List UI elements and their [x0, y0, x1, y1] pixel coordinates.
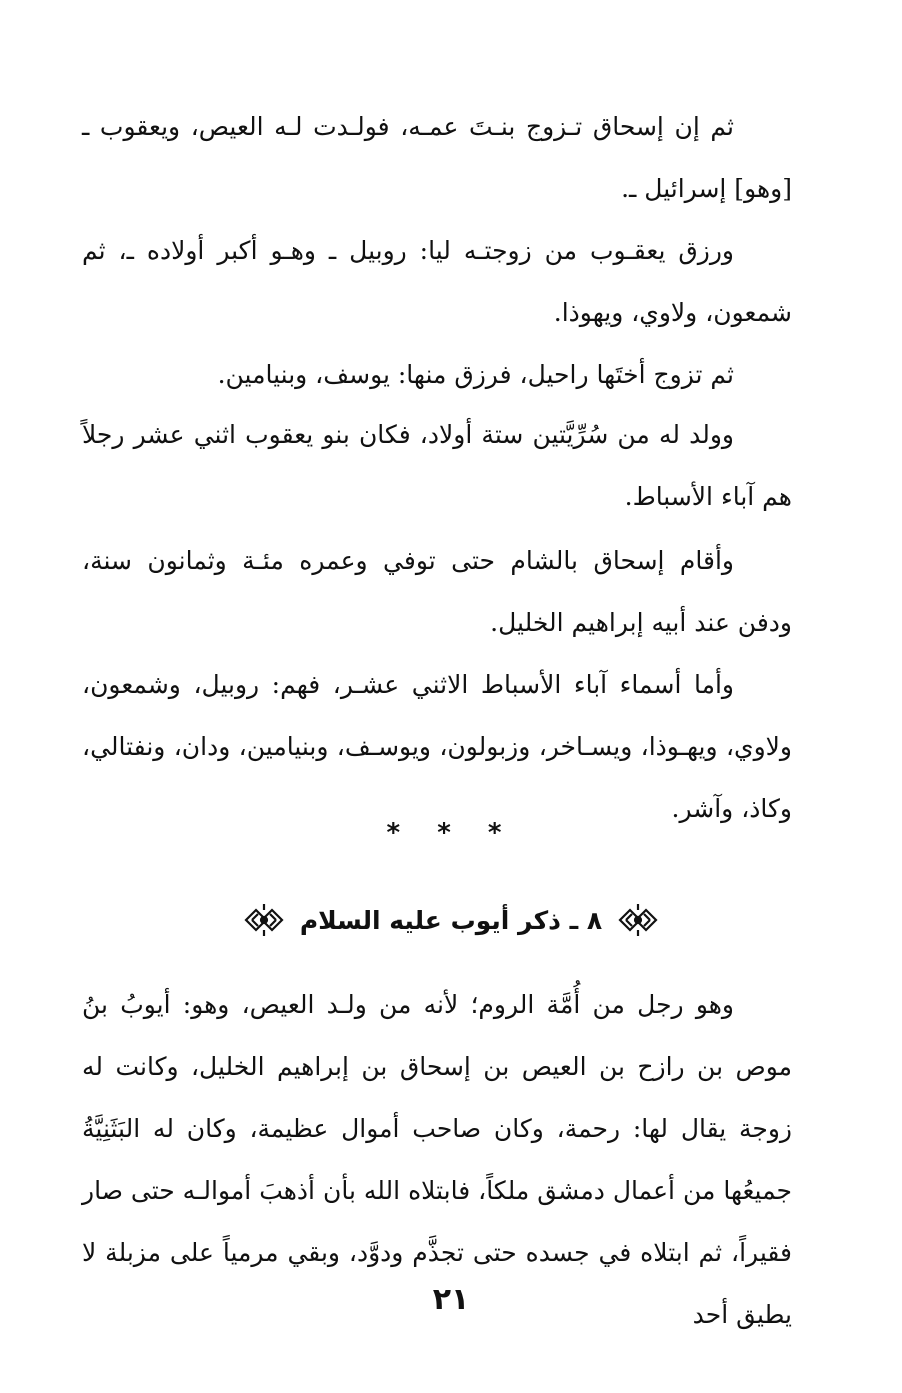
paragraph-tribes-names: وأما أسماء آباء الأسباط الاثني عشـر، فهم: روبيل، وشمعون، ولاوي، ويهـوذا، ويسـاخر، وزبولون، ويوسـف، وبنيامين، ودان، ونفتالي، وكاذ، وآشر. [82, 670, 792, 823]
paragraph-isaac-death: وأقام إسحاق بالشام حتى توفي وعمره مئـة وثمانون سنة، ودفن عند أبيه إبراهيم الخليل. [82, 546, 792, 637]
page-number: ٢١ [432, 1282, 470, 1317]
paragraph-twelve-sons: وولد له من سُرِّيَّتين ستة أولاد، فكان بنو يعقوب اثني عشر رجلاً هم آباء الأسباط. [82, 420, 792, 511]
section-separator: * * * [386, 818, 516, 848]
paragraph-job-intro: وهو رجل من أُمَّة الروم؛ لأنه من ولـد العيص، وهو: أيوبُ بنُ موص بن رازح بن العيص بن إسحاق بن إبراهيم الخليل، وكانت له زوجة يقال لها: رحمة، وكان صاحب أموال عظيمة، وكان له البَثَنِيَّةُ جميعُها من أعمال دمشق ملكاً، فابتلاه الله بأن أذهبَ أموالـه حتى صار فقيراً، ثم ابتلاه في جسده حتى تجذَّم ودوَّد، وبقي مرمياً على مزبلة لا يطيق أحد [82, 990, 792, 1329]
arabesque-ornament-icon [616, 900, 660, 940]
paragraph-rachel-marriage: ثم تزوج أختَها راحيل، فرزق منها: يوسف، وبنيامين. [217, 360, 734, 389]
paragraph-isaac-marriage: ثم إن إسحاق تـزوج بنـتَ عمـه، فولـدت لـه العيص، ويعقوب ـ [وهو] إسرائيل ـ. [82, 112, 792, 203]
section-heading-row [0, 890, 902, 950]
arabesque-ornament-icon [242, 900, 286, 940]
paragraph-jacob-sons-leah: ورزق يعقـوب من زوجتـه ليا: روبيل ـ وهـو أكبر أولاده ـ، ثم شمعون، ولاوي، ويهوذا. [82, 236, 792, 327]
section-heading: ٨ ـ ذكر أيوب عليه السلام [299, 905, 603, 935]
